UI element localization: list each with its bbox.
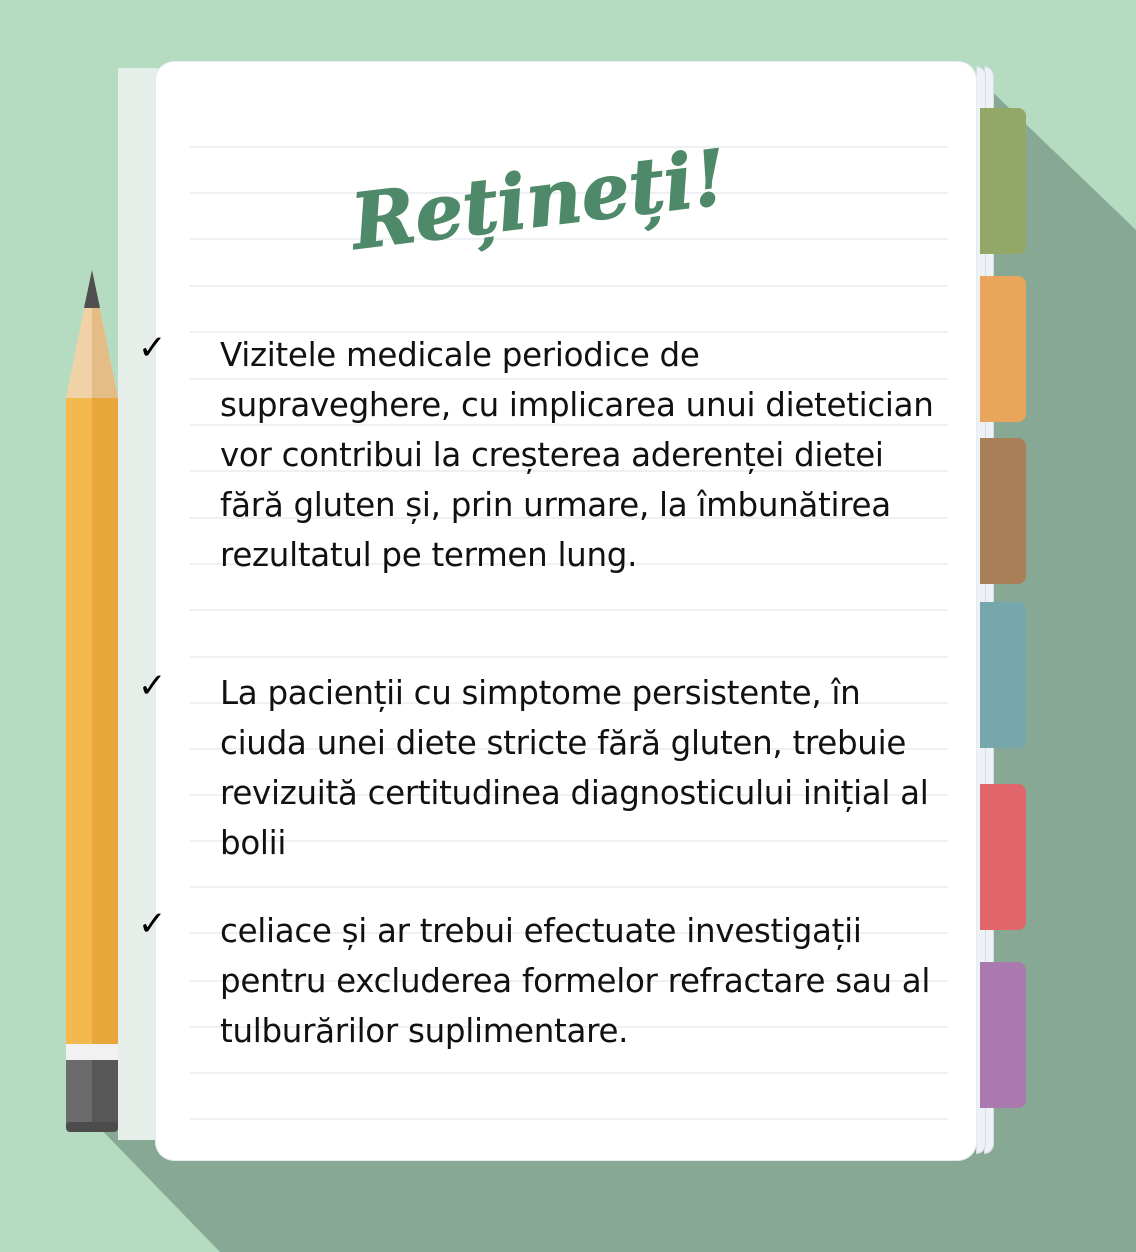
section-tab-teal[interactable] xyxy=(980,602,1026,748)
list-item-text: celiace și ar trebui efectuate investigații pentru excluderea formelor refractare sau al tulburărilor suplimentare. xyxy=(220,912,931,1050)
ruled-line xyxy=(190,656,948,658)
section-tab-brown[interactable] xyxy=(980,438,1026,584)
list-item-text: Vizitele medicale periodice de supraveghere, cu implicarea unui dietetician vor contribui la creșterea aderenței dietei fără gluten și, prin urmare, la îmbunătirea rezultatul pe termen lung. xyxy=(220,336,934,574)
checkmark-icon: ✓ xyxy=(138,904,167,944)
page-title xyxy=(330,128,750,268)
ruled-line xyxy=(190,285,948,287)
checkmark-icon: ✓ xyxy=(138,666,167,706)
page-title-text: Rețineți! xyxy=(346,132,732,267)
section-tab-red[interactable] xyxy=(980,784,1026,930)
section-tab-green[interactable] xyxy=(980,108,1026,254)
list-item-text: La pacienții cu simptome persistente, în ciuda unei diete stricte fără gluten, trebuie revizuită certitudinea diagnosticului inițial al bolii xyxy=(220,674,929,862)
section-tab-orange[interactable] xyxy=(980,276,1026,422)
ruled-line xyxy=(190,609,948,611)
pencil-icon xyxy=(60,270,124,1136)
checkmark-icon: ✓ xyxy=(138,328,167,368)
section-tab-purple[interactable] xyxy=(980,962,1026,1108)
ruled-line xyxy=(190,1072,948,1074)
ruled-line xyxy=(190,886,948,888)
ruled-line xyxy=(190,1118,948,1120)
